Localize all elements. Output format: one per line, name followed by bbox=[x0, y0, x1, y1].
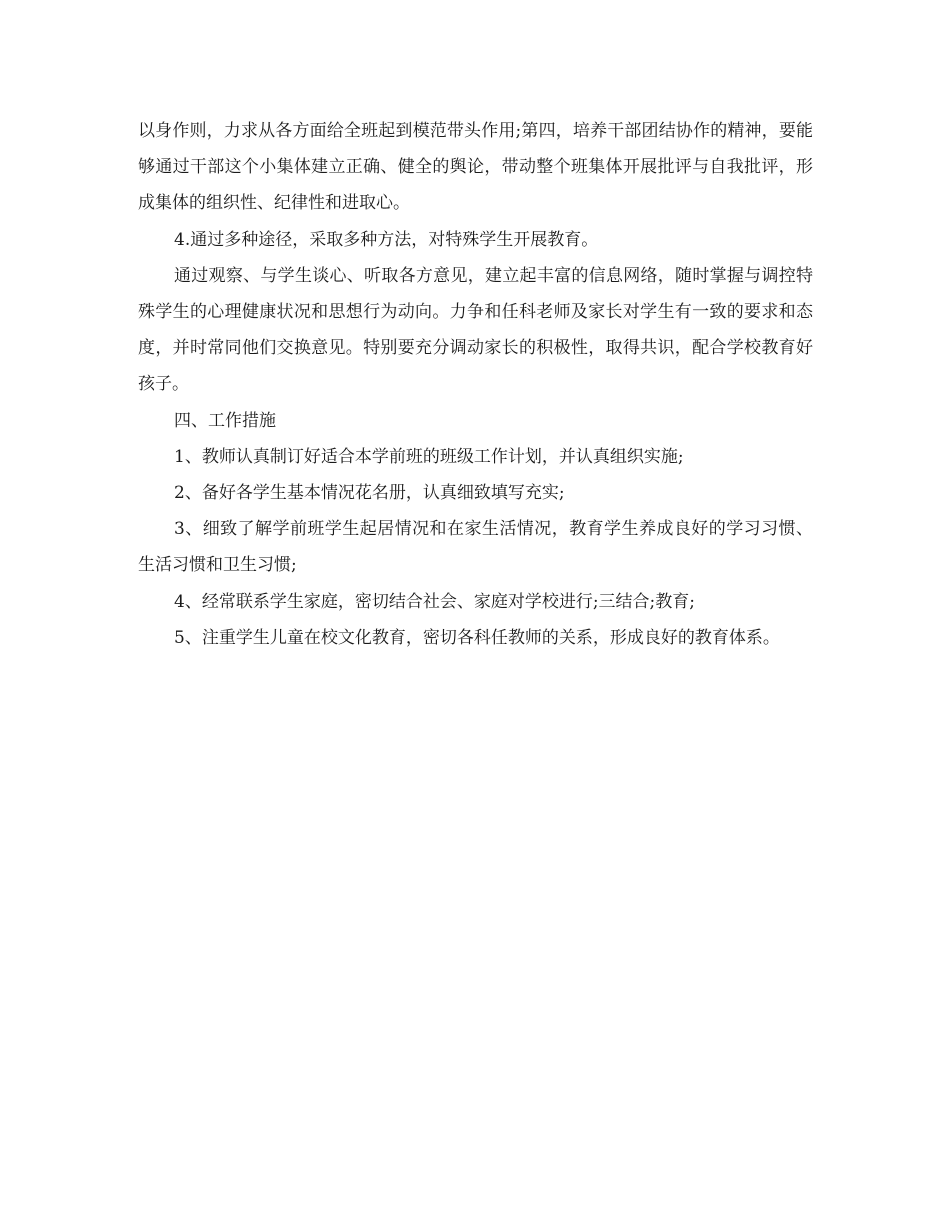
measure-item-5: 5、注重学生儿童在校文化教育，密切各科任教师的关系，形成良好的教育体系。 bbox=[174, 627, 780, 648]
measure-item-3: 3、细致了解学前班学生起居情况和在家生活情况，教育学生养成良好的学习习惯、生活习惯和卫生习惯; bbox=[138, 519, 813, 576]
section-heading-work-measures: 四、工作措施 bbox=[174, 410, 276, 431]
paragraph-observation: 通过观察、与学生谈心、听取各方意见，建立起丰富的信息网络，随时掌握与调控特殊学生的心理健康状况和思想行为动向。力争和任科老师及家长对学生有一致的要求和态度，并时常同他们交换意见。特别要充分调动家长的积极性，取得共识，配合学校教育好孩子。 bbox=[138, 265, 813, 395]
measure-item-1: 1、教师认真制订好适合本学前班的班级工作计划，并认真组织实施; bbox=[174, 446, 684, 467]
measure-item-2: 2、备好各学生基本情况花名册，认真细致填写充实; bbox=[174, 483, 565, 504]
paragraph-item-4: 4.通过多种途径，采取多种方法，对特殊学生开展教育。 bbox=[174, 229, 599, 250]
paragraph-continuation: 以身作则，力求从各方面给全班起到模范带头作用;第四，培养干部团结协作的精神，要能够通过干部这个小集体建立正确、健全的舆论，带动整个班集体开展批评与自我批评，形成集体的组织性、纪律性和进取心。 bbox=[138, 121, 813, 214]
document-body bbox=[138, 113, 813, 656]
measure-item-4: 4、经常联系学生家庭，密切结合社会、家庭对学校进行;三结合;教育; bbox=[174, 591, 695, 612]
